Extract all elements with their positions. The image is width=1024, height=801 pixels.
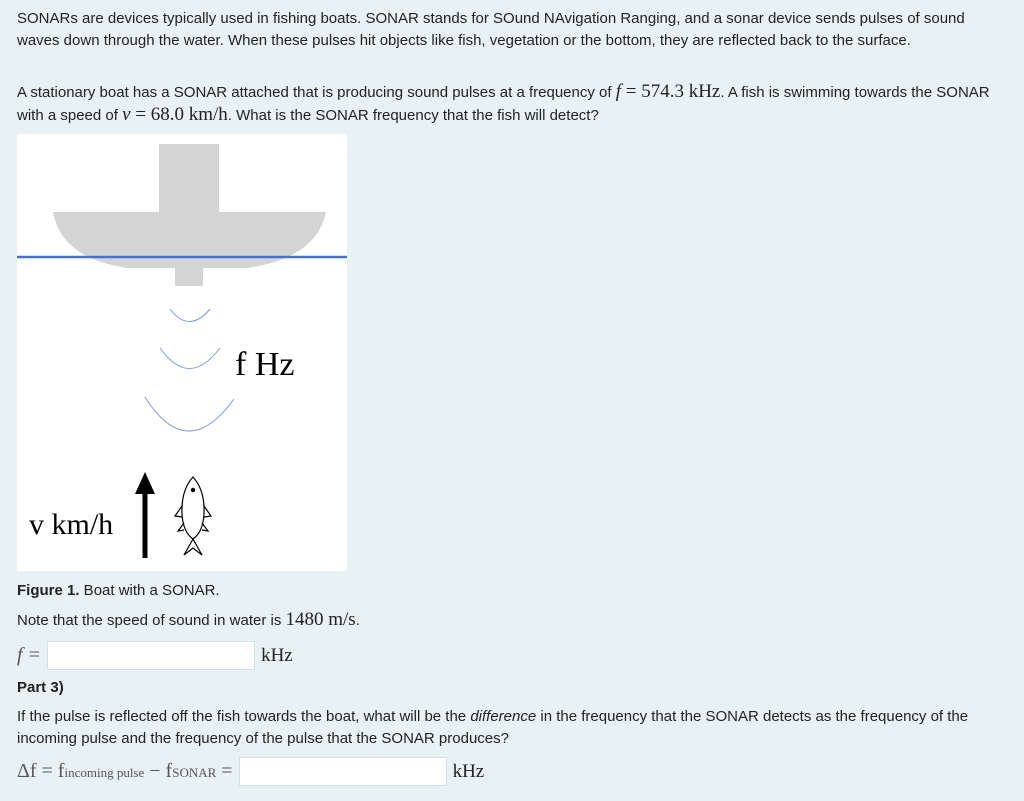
figure-caption <box>17 580 220 602</box>
fish-icon <box>175 477 211 555</box>
sonar-diagram <box>17 134 347 571</box>
part3-question-b: in the frequency that the SONAR detects as the frequency of the incoming pulse and the frequency of the pulse that the SONAR produces? <box>17 708 969 747</box>
sonar-figure <box>17 134 347 571</box>
problem-paragraph <box>17 81 1007 127</box>
part3-title: Part 3) <box>17 679 64 696</box>
sonar-transducer <box>175 268 203 286</box>
problem-text-c: . What is the SONAR frequency that the fish will detect? <box>227 107 599 124</box>
answer-row-1 <box>17 641 293 670</box>
frequency-label: f Hz <box>235 346 295 383</box>
answer2-label: Δf = fincoming pulse − fSONAR = <box>17 760 233 782</box>
answer1-input[interactable] <box>47 641 255 670</box>
answer2-unit: kHz <box>452 760 485 782</box>
answer1-unit: kHz <box>261 644 293 666</box>
figure-caption-text: Boat with a SONAR. <box>79 582 220 599</box>
note-end: . <box>355 612 360 629</box>
problem-text-b: . A fish is swimming towards the SONAR with a speed of <box>17 84 990 124</box>
velocity-arrow-head <box>135 472 155 494</box>
boat-cabin <box>159 144 219 216</box>
answer2-input[interactable] <box>239 757 447 786</box>
sound-wave-3 <box>145 397 234 431</box>
sound-wave-1 <box>170 309 210 322</box>
answer-row-2 <box>17 757 484 786</box>
sound-wave-2 <box>160 348 220 369</box>
part3-question <box>17 706 1007 750</box>
speed-label: v km/h <box>29 508 114 541</box>
boat-hull <box>53 212 326 268</box>
speed-value: v = 68.0 km/h <box>122 104 228 125</box>
part3-question-a: If the pulse is reflected off the fish towards the boat, what will be the <box>17 708 471 725</box>
answer1-label: f = <box>17 644 42 666</box>
problem-text-a: A stationary boat has a SONAR attached that is producing sound pulses at a frequency of <box>17 84 616 101</box>
intro-paragraph: SONARs are devices typically used in fishing boats. SONAR stands for SOund NAvigation Ranging, and a sonar device sends pulses of sound waves down through the water. When these pulses hit objects like fish, vegetation or the bottom, they are reflected back to the surface. <box>17 10 965 49</box>
frequency-value: f = 574.3 kHz <box>615 81 721 102</box>
part3-question-emphasis: difference <box>470 708 537 725</box>
figure-caption-label: Figure 1. <box>17 582 80 599</box>
speed-of-sound-value: 1480 m/s <box>285 609 356 630</box>
speed-of-sound-note <box>17 607 360 634</box>
note-text: Note that the speed of sound in water is <box>17 612 286 629</box>
